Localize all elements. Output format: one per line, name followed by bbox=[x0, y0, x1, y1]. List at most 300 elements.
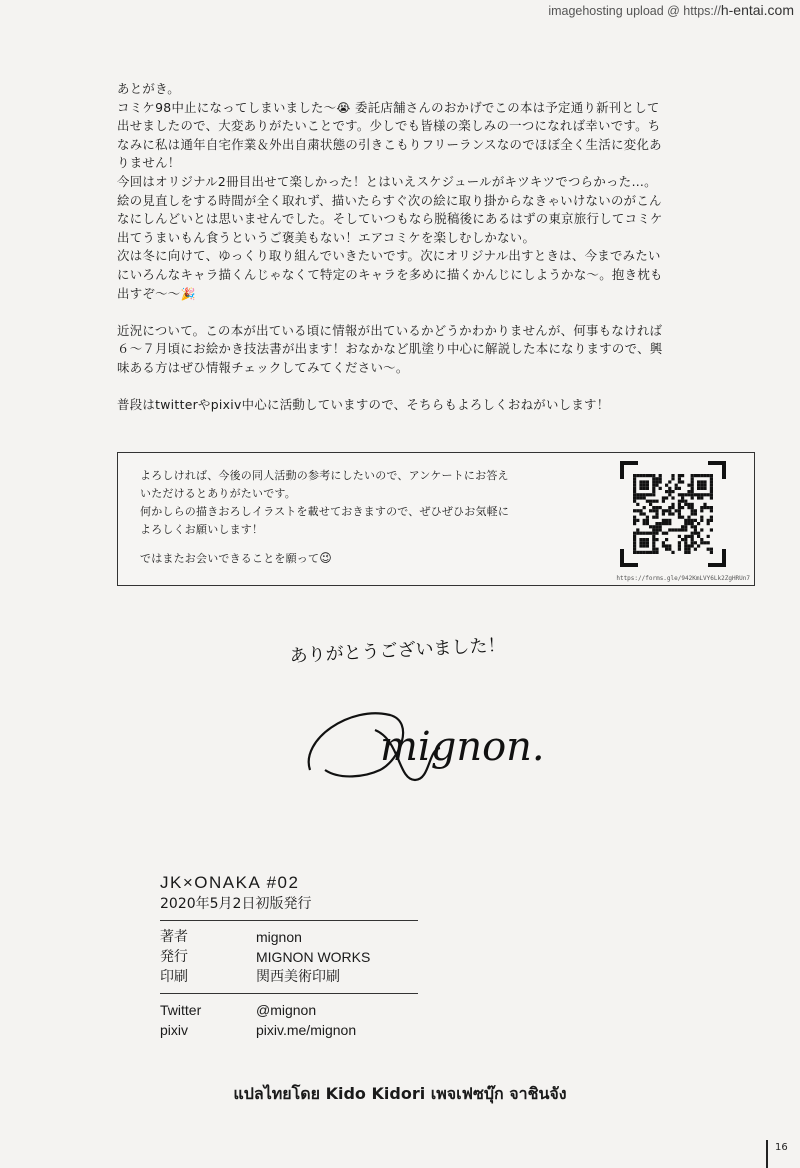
qr-module bbox=[633, 519, 636, 522]
qr-module bbox=[687, 503, 690, 506]
qr-module bbox=[643, 474, 646, 477]
qr-module bbox=[633, 541, 636, 544]
qr-module bbox=[684, 541, 687, 544]
qr-module bbox=[671, 528, 674, 531]
qr-module bbox=[655, 506, 658, 509]
qr-module bbox=[691, 480, 694, 483]
colophon-row: 印刷 関西美術印刷 bbox=[160, 969, 340, 985]
afterword-line: コミケ98中止になってしまいました～😭 委託店舗さんのおかげでこの本は予定通り新刊として bbox=[117, 99, 757, 118]
colophon-divider bbox=[160, 993, 418, 994]
qr-module bbox=[633, 516, 636, 519]
qr-module bbox=[633, 474, 636, 477]
qr-module bbox=[633, 532, 636, 535]
qr-module bbox=[636, 551, 639, 554]
qr-module bbox=[700, 519, 703, 522]
qr-module bbox=[655, 512, 658, 515]
qr-module bbox=[681, 506, 684, 509]
qr-module bbox=[659, 522, 662, 525]
qr-module bbox=[646, 480, 649, 483]
qr-module bbox=[646, 551, 649, 554]
qr-module bbox=[643, 544, 646, 547]
qr-module bbox=[652, 548, 655, 551]
page-number: 16 bbox=[775, 1142, 788, 1153]
qr-module bbox=[639, 496, 642, 499]
qr-module bbox=[671, 551, 674, 554]
qr-module bbox=[691, 503, 694, 506]
qr-module bbox=[687, 548, 690, 551]
qr-module bbox=[636, 503, 639, 506]
qr-module bbox=[694, 512, 697, 515]
qr-module bbox=[687, 506, 690, 509]
qr-module bbox=[636, 519, 639, 522]
qr-module bbox=[671, 490, 674, 493]
qr-module bbox=[652, 509, 655, 512]
qr-code[interactable] bbox=[620, 461, 726, 567]
qr-module bbox=[691, 496, 694, 499]
qr-module bbox=[649, 503, 652, 506]
qr-module bbox=[671, 474, 674, 477]
qr-module bbox=[684, 528, 687, 531]
qr-module bbox=[652, 538, 655, 541]
qr-module bbox=[694, 548, 697, 551]
qr-module bbox=[652, 477, 655, 480]
qr-module bbox=[678, 493, 681, 496]
qr-module bbox=[652, 474, 655, 477]
qr-module bbox=[668, 548, 671, 551]
qr-module bbox=[700, 480, 703, 483]
qr-module bbox=[646, 522, 649, 525]
qr-module bbox=[633, 493, 636, 496]
afterword-line: ６～７月頃にお絵かき技法書が出ます！おなかなど肌塗り中心に解説した本になりますので、興 bbox=[117, 341, 663, 357]
qr-module bbox=[681, 538, 684, 541]
colophon-row: Twitter @mignon bbox=[160, 1002, 317, 1018]
qr-module bbox=[687, 516, 690, 519]
qr-module bbox=[643, 506, 646, 509]
qr-module bbox=[655, 528, 658, 531]
qr-module bbox=[700, 528, 703, 531]
qr-module bbox=[697, 522, 700, 525]
qr-module bbox=[655, 522, 658, 525]
afterword-line: なにしんどいとは思いませんでした。そしていつもなら脱稿後にあるはずの東京旅行してコミケ bbox=[117, 211, 663, 227]
qr-module bbox=[678, 503, 681, 506]
qr-module bbox=[678, 548, 681, 551]
qr-module bbox=[681, 516, 684, 519]
qr-module bbox=[652, 541, 655, 544]
qr-module bbox=[652, 551, 655, 554]
qr-module bbox=[659, 487, 662, 490]
qr-module bbox=[668, 522, 671, 525]
qr-module bbox=[668, 490, 671, 493]
qr-module bbox=[700, 484, 703, 487]
qr-module bbox=[710, 528, 713, 531]
qr-module bbox=[703, 493, 706, 496]
twitter-handle[interactable]: @mignon bbox=[256, 1002, 317, 1018]
qr-module bbox=[655, 551, 658, 554]
qr-url[interactable]: https://forms.gle/942KmLVY6Lk2ZgHRUn7 bbox=[616, 575, 750, 582]
qr-module bbox=[691, 506, 694, 509]
survey-line: 何かしらの描きおろしイラストを載せておきますので、ぜひぜひお気軽に bbox=[140, 505, 510, 518]
qr-module bbox=[662, 544, 665, 547]
qr-module bbox=[710, 480, 713, 483]
qr-module bbox=[636, 509, 639, 512]
qr-module bbox=[703, 506, 706, 509]
qr-module bbox=[662, 512, 665, 515]
qr-module bbox=[684, 525, 687, 528]
crying-emoji-icon: 😭 bbox=[336, 100, 351, 115]
qr-module bbox=[691, 512, 694, 515]
qr-module bbox=[678, 487, 681, 490]
qr-module bbox=[697, 484, 700, 487]
watermark-domain: h-entai.com bbox=[720, 2, 794, 18]
qr-module bbox=[655, 509, 658, 512]
qr-module bbox=[655, 484, 658, 487]
survey-line: いただけるとありがたいです。 bbox=[140, 487, 296, 500]
qr-module bbox=[681, 496, 684, 499]
afterword bbox=[117, 80, 757, 415]
qr-module bbox=[633, 538, 636, 541]
qr-module bbox=[681, 493, 684, 496]
qr-module bbox=[665, 519, 668, 522]
qr-module bbox=[681, 528, 684, 531]
qr-module bbox=[633, 477, 636, 480]
qr-module bbox=[710, 509, 713, 512]
qr-module bbox=[646, 538, 649, 541]
qr-module bbox=[643, 512, 646, 515]
qr-module bbox=[684, 519, 687, 522]
afterword-line: なみに私は通年自宅作業＆外出自粛状態の引きこもりフリーランスなのでほぼ全く生活に変化あ bbox=[117, 136, 662, 152]
qr-module bbox=[700, 506, 703, 509]
qr-module bbox=[633, 544, 636, 547]
qr-module bbox=[643, 484, 646, 487]
qr-module bbox=[655, 477, 658, 480]
qr-module bbox=[697, 493, 700, 496]
qr-module bbox=[643, 538, 646, 541]
qr-module bbox=[671, 503, 674, 506]
qr-module bbox=[668, 493, 671, 496]
qr-module bbox=[700, 496, 703, 499]
qr-module bbox=[665, 496, 668, 499]
qr-module bbox=[700, 474, 703, 477]
qr-module bbox=[643, 496, 646, 499]
qr-module bbox=[710, 493, 713, 496]
qr-module bbox=[668, 509, 671, 512]
qr-module bbox=[655, 516, 658, 519]
qr-module bbox=[700, 493, 703, 496]
qr-module bbox=[687, 490, 690, 493]
qr-module bbox=[639, 512, 642, 515]
qr-module bbox=[643, 519, 646, 522]
survey-line: よろしくお願いします！ bbox=[140, 523, 264, 536]
qr-module bbox=[636, 474, 639, 477]
qr-module bbox=[633, 487, 636, 490]
qr-module bbox=[700, 487, 703, 490]
afterword-line: 出てうまいもん食うというご褒美もない！エアコミケを楽しむしかない。 bbox=[117, 229, 536, 245]
qr-module bbox=[691, 532, 694, 535]
qr-module bbox=[668, 544, 671, 547]
qr-module bbox=[707, 535, 710, 538]
qr-module bbox=[633, 509, 636, 512]
wink-emoji-icon: 😉 bbox=[319, 551, 332, 565]
qr-module bbox=[684, 538, 687, 541]
qr-module bbox=[652, 493, 655, 496]
qr-module bbox=[684, 503, 687, 506]
qr-module bbox=[643, 522, 646, 525]
qr-module bbox=[639, 480, 642, 483]
qr-module bbox=[646, 484, 649, 487]
qr-module bbox=[697, 496, 700, 499]
qr-module bbox=[691, 509, 694, 512]
qr-module bbox=[678, 509, 681, 512]
qr-module bbox=[643, 551, 646, 554]
qr-module bbox=[687, 535, 690, 538]
qr-module bbox=[668, 512, 671, 515]
qr-module bbox=[659, 525, 662, 528]
qr-module bbox=[703, 487, 706, 490]
afterword-line: 次は冬に向けて、ゆっくり取り組んでいきたいです。次にオリジナル出すときは、今までみたい bbox=[117, 248, 661, 264]
survey-line: ではまたお会いできることを願って😉 bbox=[140, 551, 332, 565]
qr-module bbox=[678, 541, 681, 544]
qr-module bbox=[678, 544, 681, 547]
qr-module bbox=[646, 532, 649, 535]
qr-module bbox=[652, 490, 655, 493]
qr-module bbox=[659, 528, 662, 531]
qr-module bbox=[710, 474, 713, 477]
qr-module bbox=[691, 474, 694, 477]
qr-module bbox=[639, 509, 642, 512]
qr-module bbox=[649, 500, 652, 503]
qr-module bbox=[684, 500, 687, 503]
qr-module bbox=[697, 480, 700, 483]
qr-module bbox=[639, 493, 642, 496]
qr-module bbox=[646, 474, 649, 477]
qr-module bbox=[675, 528, 678, 531]
qr-module bbox=[636, 493, 639, 496]
qr-module bbox=[652, 544, 655, 547]
qr-module bbox=[707, 541, 710, 544]
qr-module bbox=[636, 496, 639, 499]
qr-module bbox=[652, 535, 655, 538]
qr-module bbox=[662, 509, 665, 512]
watermark-prefix: imagehosting upload @ https:// bbox=[548, 4, 721, 18]
handwritten-signature bbox=[280, 630, 620, 810]
qr-module bbox=[710, 506, 713, 509]
qr-module bbox=[639, 474, 642, 477]
qr-module bbox=[633, 484, 636, 487]
qr-module bbox=[633, 522, 636, 525]
qr-module bbox=[636, 532, 639, 535]
qr-module bbox=[684, 544, 687, 547]
qr-module bbox=[710, 496, 713, 499]
qr-module bbox=[710, 490, 713, 493]
afterword-line: 出すぞ～～🎉 bbox=[117, 285, 757, 304]
qr-module bbox=[703, 541, 706, 544]
qr-module bbox=[707, 474, 710, 477]
qr-module bbox=[665, 548, 668, 551]
colophon-divider bbox=[160, 920, 418, 921]
qr-module bbox=[655, 480, 658, 483]
qr-module bbox=[694, 474, 697, 477]
qr-module bbox=[691, 484, 694, 487]
afterword-line: にいろんなキャラ描くんじゃなくて特定のキャラを多めに描くかんじにしようかな～。抱き枕も bbox=[117, 266, 663, 282]
pixiv-link[interactable]: pixiv.me/mignon bbox=[256, 1022, 357, 1038]
signature-name: mignon. bbox=[380, 724, 545, 770]
qr-module bbox=[646, 493, 649, 496]
qr-module bbox=[707, 519, 710, 522]
qr-module bbox=[678, 500, 681, 503]
qr-module bbox=[703, 474, 706, 477]
qr-module bbox=[649, 525, 652, 528]
qr-module bbox=[707, 548, 710, 551]
qr-module bbox=[633, 490, 636, 493]
qr-module bbox=[691, 522, 694, 525]
qr-module bbox=[678, 512, 681, 515]
qr-module bbox=[678, 477, 681, 480]
qr-module bbox=[700, 516, 703, 519]
qr-module bbox=[694, 528, 697, 531]
qr-module bbox=[687, 484, 690, 487]
afterword-line: 絵の見直しをする時間が全く取れず、描いたらすぐ次の絵に取り掛からなきゃいけないのがこん bbox=[117, 192, 662, 208]
qr-module bbox=[636, 528, 639, 531]
translation-credit: แปลไทยโดย Kido Kidori เพจเฟซบุ๊ก จาชินจัง bbox=[233, 1084, 567, 1103]
qr-module bbox=[700, 541, 703, 544]
qr-module bbox=[678, 506, 681, 509]
qr-module bbox=[659, 474, 662, 477]
qr-module bbox=[694, 532, 697, 535]
colophon-date: 2020年5月2日初版発行 bbox=[160, 896, 312, 912]
afterword-line: 近況について。この本が出ている頃に情報が出ているかどうかわかりませんが、何事もなければ bbox=[117, 322, 663, 338]
qr-module bbox=[668, 528, 671, 531]
qr-module bbox=[639, 532, 642, 535]
qr-module bbox=[700, 538, 703, 541]
qr-module bbox=[655, 525, 658, 528]
qr-module bbox=[697, 474, 700, 477]
qr-module bbox=[655, 500, 658, 503]
colophon-row: 著者 mignon bbox=[160, 929, 302, 945]
qr-module bbox=[652, 500, 655, 503]
qr-module bbox=[639, 484, 642, 487]
qr-module bbox=[710, 551, 713, 554]
qr-module bbox=[633, 535, 636, 538]
qr-module bbox=[700, 509, 703, 512]
qr-module bbox=[681, 474, 684, 477]
qr-module bbox=[662, 500, 665, 503]
qr-module bbox=[643, 480, 646, 483]
qr-module bbox=[665, 538, 668, 541]
qr-module bbox=[675, 487, 678, 490]
qr-module bbox=[646, 541, 649, 544]
qr-module bbox=[694, 509, 697, 512]
qr-module bbox=[678, 480, 681, 483]
qr-module bbox=[668, 480, 671, 483]
qr-module bbox=[646, 500, 649, 503]
qr-module bbox=[655, 548, 658, 551]
qr-module bbox=[662, 532, 665, 535]
qr-module bbox=[662, 541, 665, 544]
qr-module bbox=[703, 484, 706, 487]
qr-module bbox=[668, 519, 671, 522]
qr-module bbox=[691, 487, 694, 490]
qr-module bbox=[681, 480, 684, 483]
qr-module bbox=[652, 480, 655, 483]
qr-module bbox=[697, 487, 700, 490]
qr-module bbox=[703, 503, 706, 506]
afterword-line: 今回はオリジナル2冊目出せて楽しかった！とはいえスケジュールがキツキツでつらかった…。 bbox=[117, 173, 657, 189]
qr-module bbox=[681, 500, 684, 503]
qr-module bbox=[697, 532, 700, 535]
qr-module bbox=[665, 532, 668, 535]
qr-module bbox=[687, 493, 690, 496]
qr-module bbox=[691, 541, 694, 544]
qr-module bbox=[643, 493, 646, 496]
qr-module bbox=[662, 519, 665, 522]
qr-module bbox=[665, 490, 668, 493]
qr-module bbox=[687, 551, 690, 554]
qr-module bbox=[691, 519, 694, 522]
qr-module bbox=[691, 525, 694, 528]
qr-module bbox=[655, 538, 658, 541]
qr-module bbox=[678, 535, 681, 538]
qr-module bbox=[707, 522, 710, 525]
qr-module bbox=[678, 474, 681, 477]
qr-module bbox=[655, 532, 658, 535]
qr-module bbox=[665, 544, 668, 547]
qr-module bbox=[678, 516, 681, 519]
survey-box bbox=[117, 452, 755, 586]
qr-module bbox=[659, 506, 662, 509]
afterword-line: りません！ bbox=[117, 155, 181, 171]
qr-module bbox=[710, 487, 713, 490]
qr-module bbox=[662, 522, 665, 525]
qr-module bbox=[707, 493, 710, 496]
watermark bbox=[548, 2, 794, 18]
qr-module bbox=[710, 477, 713, 480]
afterword-line: 出せましたので、大変ありがたいことです。少しでも皆様の楽しみの一つになれば幸いです。ち bbox=[117, 118, 661, 134]
qr-module bbox=[697, 535, 700, 538]
qr-module bbox=[710, 516, 713, 519]
qr-module bbox=[697, 544, 700, 547]
afterword-line: 普段はtwitterやpixiv中心に活動していますので、そちらもよろしくおねがいします！ bbox=[117, 397, 610, 413]
qr-module bbox=[671, 477, 674, 480]
qr-module bbox=[652, 528, 655, 531]
colophon-title: JK×ONAKA #02 bbox=[160, 873, 300, 892]
qr-module bbox=[646, 519, 649, 522]
qr-module bbox=[687, 522, 690, 525]
qr-module bbox=[668, 506, 671, 509]
qr-module bbox=[639, 538, 642, 541]
qr-module bbox=[662, 496, 665, 499]
qr-module bbox=[646, 544, 649, 547]
qr-module bbox=[707, 506, 710, 509]
qr-module bbox=[675, 509, 678, 512]
party-emoji-icon: 🎉 bbox=[180, 286, 196, 301]
qr-module bbox=[684, 522, 687, 525]
qr-module bbox=[694, 525, 697, 528]
qr-module bbox=[646, 487, 649, 490]
qr-module bbox=[691, 535, 694, 538]
qr-module bbox=[643, 487, 646, 490]
qr-module bbox=[684, 548, 687, 551]
colophon-row: pixiv pixiv.me/mignon bbox=[160, 1022, 357, 1038]
survey-text bbox=[140, 467, 600, 568]
afterword-heading: あとがき。 bbox=[117, 81, 180, 96]
qr-module bbox=[659, 480, 662, 483]
qr-module bbox=[649, 493, 652, 496]
qr-module bbox=[652, 525, 655, 528]
qr-module bbox=[665, 509, 668, 512]
colophon bbox=[160, 872, 420, 1040]
qr-module bbox=[652, 506, 655, 509]
qr-module bbox=[639, 487, 642, 490]
